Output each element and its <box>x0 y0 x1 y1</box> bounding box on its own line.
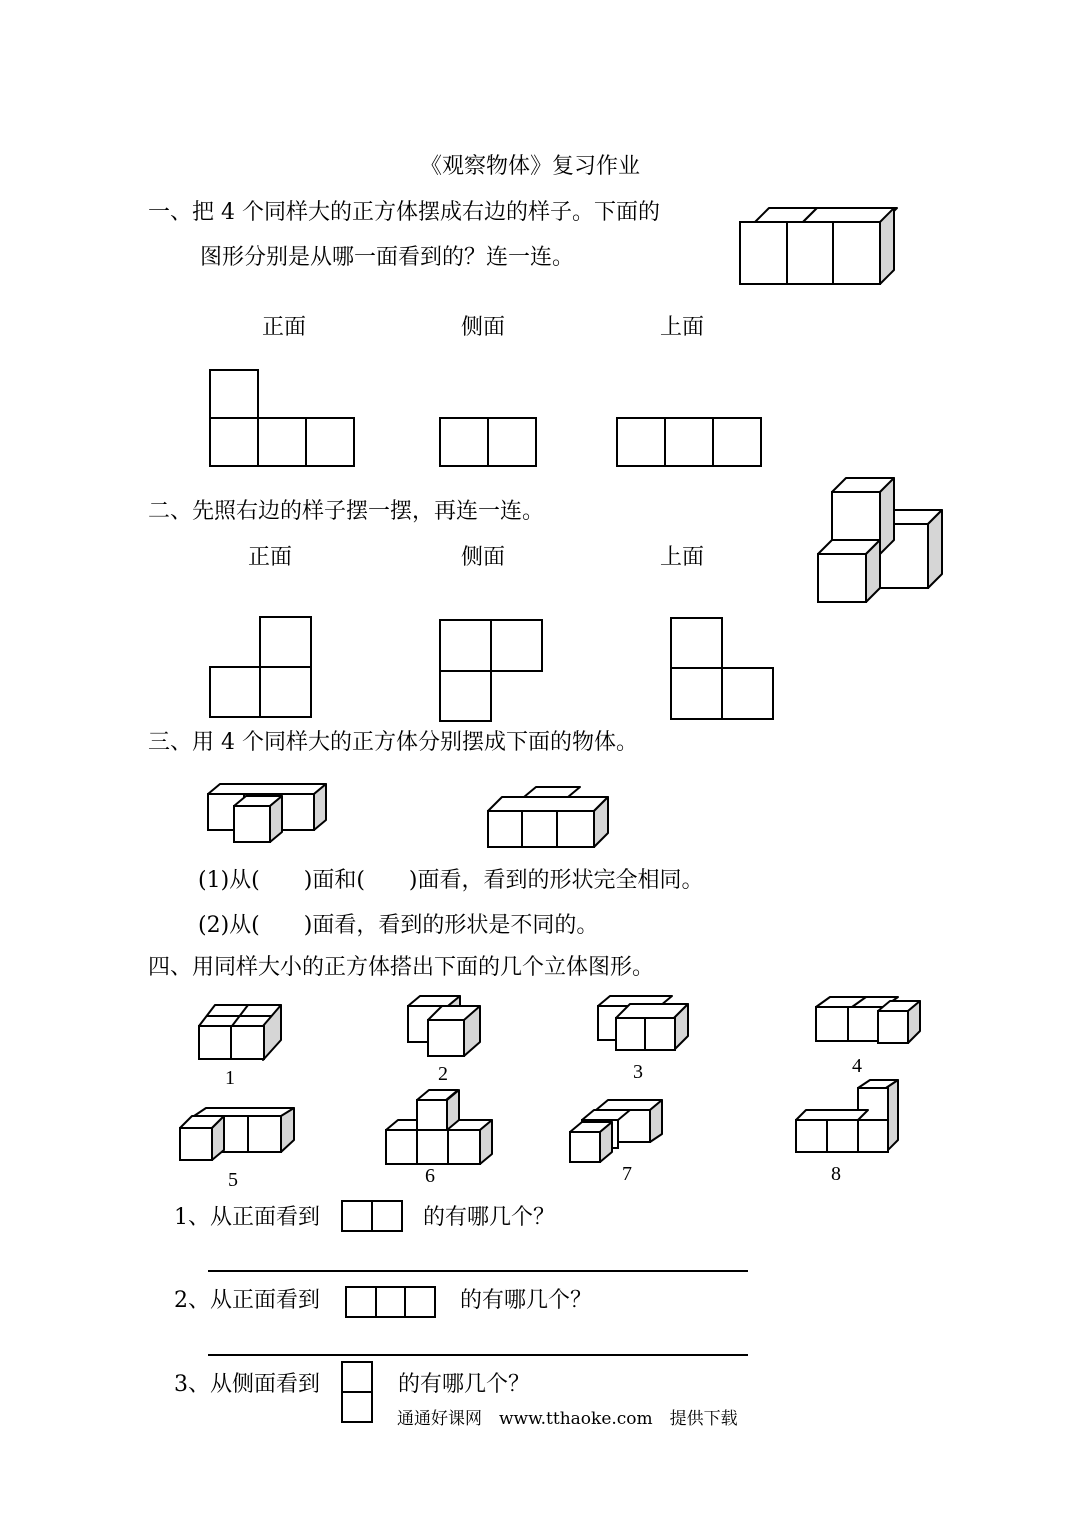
q4-figure-3 <box>594 992 694 1054</box>
q3-text: 三、用 4 个同样大的正方体分别摆成下面的物体。 <box>148 730 638 755</box>
footer-credit: 通通好课网 www.tthaoke.com 提供下载 <box>397 1409 738 1429</box>
q4-figure-7 <box>566 1096 666 1166</box>
q4-question-1-suffix: 的有哪几个？ <box>423 1205 556 1230</box>
q3-subquestion-2: (2)从( )面看，看到的形状是不同的。 <box>198 913 599 938</box>
q2-cube-arrangement <box>814 476 949 606</box>
q1-label-top: 上面 <box>660 315 705 340</box>
q2-text: 二、先照右边的样子摆一摆，再连一连。 <box>148 499 545 524</box>
page-title: 《观察物体》复习作业 <box>420 154 641 179</box>
q4-figure-2-number: 2 <box>438 1063 448 1085</box>
q4-figure-2 <box>404 992 494 1060</box>
q1-text-line1: 一、把 4 个同样大的正方体摆成右边的样子。下面的 <box>148 200 660 225</box>
q4-question-1-prefix: 1、从正面看到 <box>174 1205 320 1230</box>
q4-figure-4 <box>812 993 924 1048</box>
q4-figure-5-number: 5 <box>228 1169 238 1191</box>
q4-figure-8-number: 8 <box>831 1163 841 1185</box>
q4-figure-3-number: 3 <box>633 1061 643 1083</box>
q1-label-side: 侧面 <box>461 315 506 340</box>
q1-label-front: 正面 <box>262 315 307 340</box>
q2-label-front: 正面 <box>248 545 293 570</box>
q4-figure-1 <box>195 1000 290 1065</box>
q4-answer-line-2[interactable] <box>208 1354 748 1356</box>
q3-object-a <box>204 780 334 850</box>
q1-text-line2: 图形分别是从哪一面看到的？连一连。 <box>200 245 575 270</box>
q4-question-2-suffix: 的有哪几个？ <box>460 1288 593 1313</box>
q4-figure-6 <box>382 1088 494 1168</box>
q4-answer-line-1[interactable] <box>208 1270 748 1272</box>
q2-label-side: 侧面 <box>461 545 506 570</box>
q4-figure-6-number: 6 <box>425 1165 435 1187</box>
q4-question-2-prefix: 2、从正面看到 <box>174 1288 320 1313</box>
q1-cube-arrangement <box>735 202 905 292</box>
q2-label-top: 上面 <box>660 545 705 570</box>
q4-figure-4-number: 4 <box>852 1055 862 1077</box>
q4-question-3-suffix: 的有哪几个？ <box>398 1372 531 1397</box>
q3-subquestion-1: (1)从( )面和( )面看，看到的形状完全相同。 <box>198 868 704 893</box>
q3-object-b <box>484 783 614 853</box>
q4-figure-8 <box>792 1076 902 1156</box>
q4-text: 四、用同样大小的正方体搭出下面的几个立体图形。 <box>148 955 655 980</box>
q4-figure-1-number: 1 <box>225 1067 235 1089</box>
q4-figure-7-number: 7 <box>622 1163 632 1185</box>
q4-figure-5 <box>176 1104 296 1166</box>
q4-question-3-prefix: 3、从侧面看到 <box>174 1372 320 1397</box>
